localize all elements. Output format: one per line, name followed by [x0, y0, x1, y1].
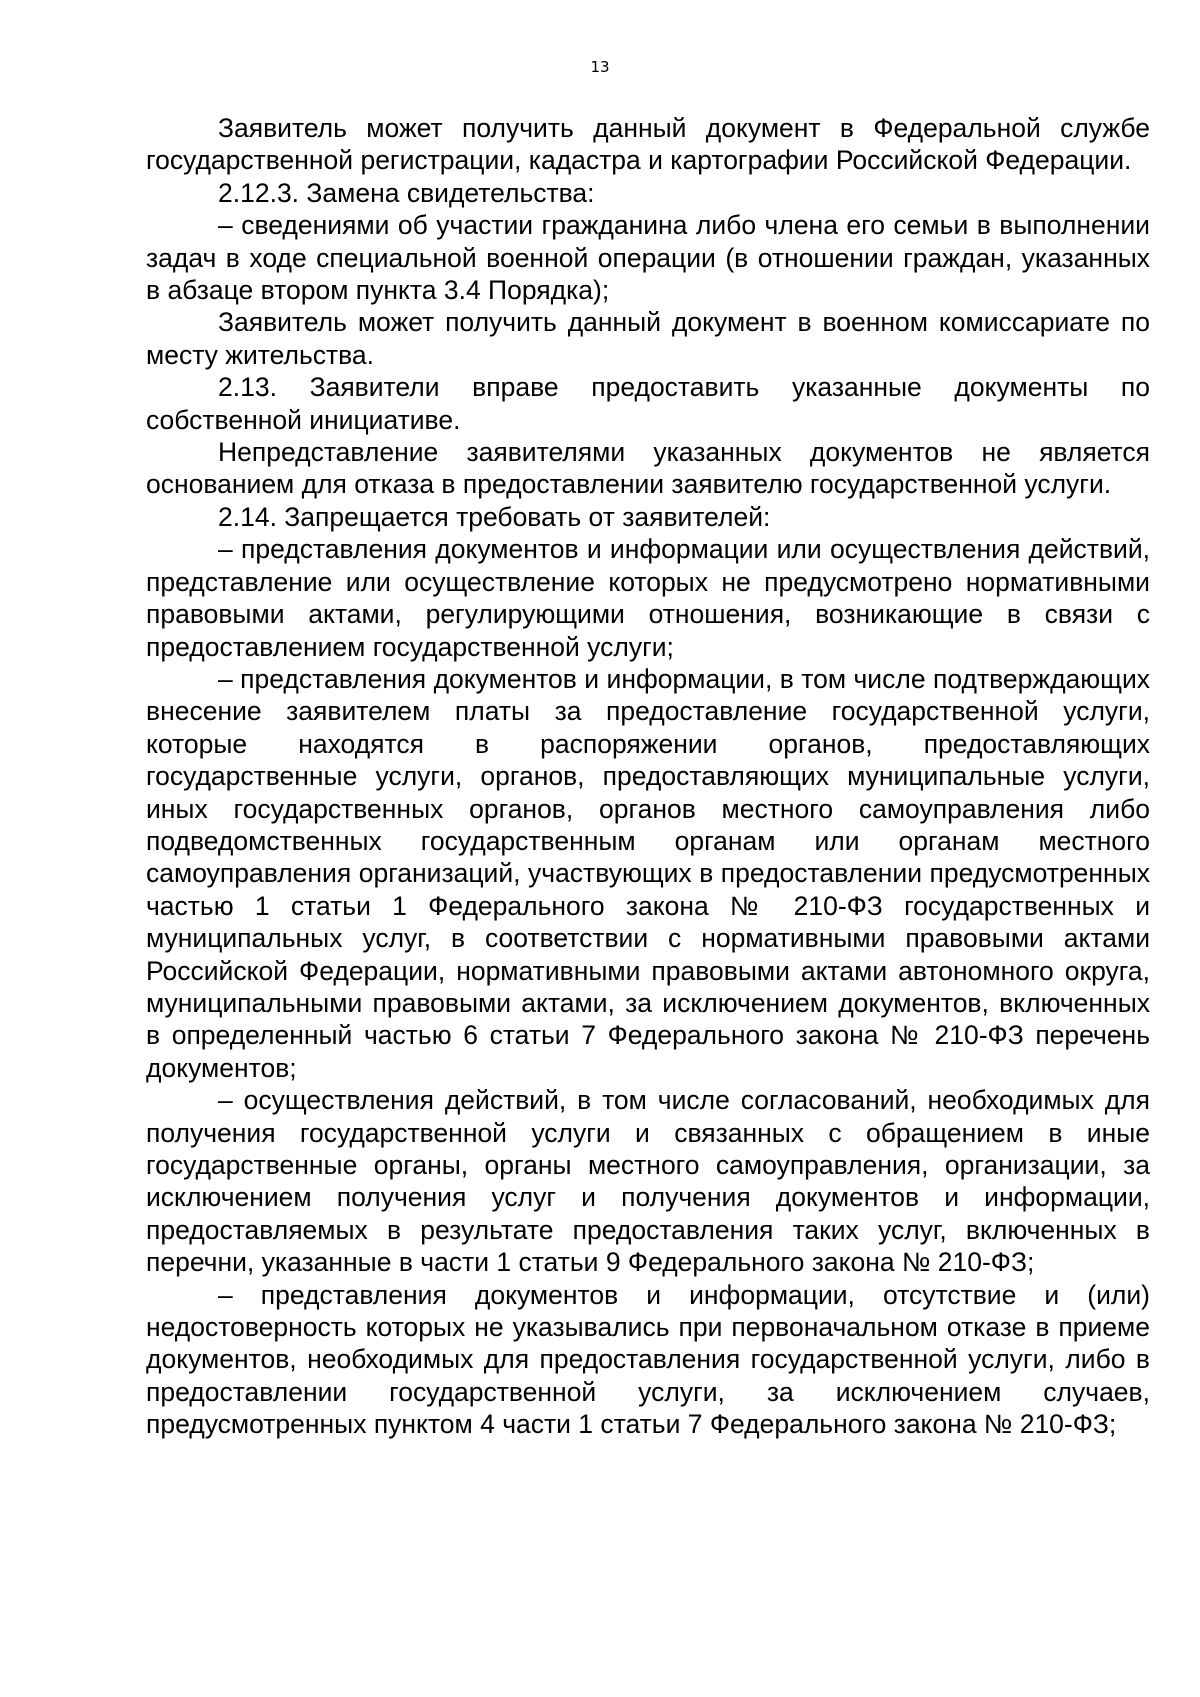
paragraph-non-submission: Непредставление заявителями указанных документов не является основанием для отказа в предоставлении заявителю государственной услуги. — [146, 437, 1150, 500]
paragraph-military-commissariat-source: Заявитель может получить данный документ в военном комиссариате по месту жительства. — [146, 307, 1150, 370]
list-item-prohibition-1: – представления документов и информации или осуществления действий, представление или осуществление которых не предусмотрено нормативными правовыми актами, регулирующими отношения, возникающие в связи с предоставлением государственной услуги; — [146, 534, 1150, 662]
list-item-prohibition-4: – представления документов и информации, отсутствие и (или) недостоверность которых не указывались при первоначальном отказе в приеме документов, необходимых для предоставления государственной услуги, либо в предоставлении государственной услуги, за исключением случаев, предусмотренных пунктом 4 части 1 статьи 7 Федерального закона № 210-ФЗ; — [146, 1279, 1150, 1440]
paragraph-rosreestr-source: Заявитель может получить данный документ в Федеральной службе государственной регистрации, кадастра и картографии Российской Федерации. — [146, 113, 1150, 176]
list-item-prohibition-3: – осуществления действий, в том числе согласований, необходимых для получения государственной услуги и связанных с обращением в иные государственные органы, органы местного самоуправления, организации, за исключением получения услуг и получения документов и информации, предоставляемых в результате предоставления таких услуг, включенных в перечни, указанные в части 1 статьи 9 Федерального закона № 210-ФЗ; — [146, 1085, 1150, 1278]
paragraph-2-14-heading: 2.14. Запрещается требовать от заявителей: — [218, 501, 771, 532]
paragraph-2-12-3-heading: 2.12.3. Замена свидетельства: — [218, 177, 595, 208]
page-number: 13 — [590, 58, 610, 76]
list-item-prohibition-2: – представления документов и информации, в том числе подтверждающих внесение заявителем платы за предоставление государственной услуги, которые находятся в распоряжении органов, предоставляющих государственные услуги, органов, предоставляющих муниципальные услуги, иных государственных органов, органов местного самоуправления либо подведомственных государственным органам или органам местного самоуправления организаций, участвующих в предоставлении предусмотренных частью 1 статьи 1 Федерального закона № 210-ФЗ государственных и муниципальных услуг, в соответствии с нормативными правовыми актами Российской Федерации, нормативными правовыми актами автономного округа, муниципальными правовыми актами, за исключением документов, включенных в определенный частью 6 статьи 7 Федерального закона № 210-ФЗ перечень документов; — [146, 663, 1150, 1083]
paragraph-svo-participation: – сведениями об участии гражданина либо члена его семьи в выполнении задач в ходе специальной военной операции (в отношении граждан, указанных в абзаце втором пункта 3.4 Порядка); — [146, 210, 1150, 306]
paragraph-2-13: 2.13. Заявители вправе предоставить указанные документы по собственной инициативе. — [146, 372, 1150, 435]
document-body — [146, 112, 1150, 1441]
